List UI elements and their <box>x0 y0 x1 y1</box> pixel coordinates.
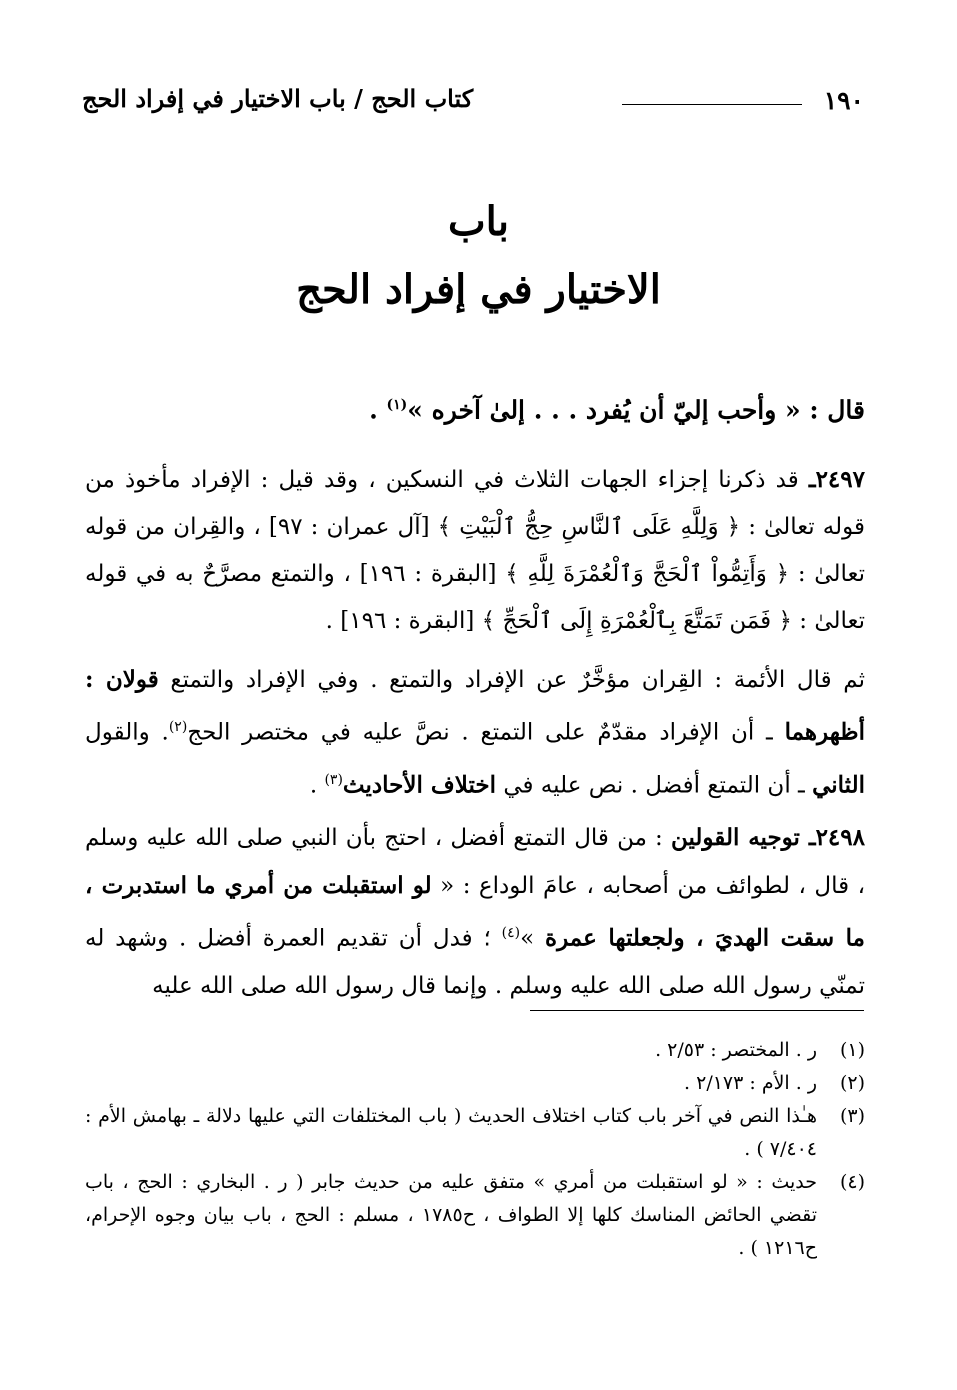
text-segment: ـ أن الإفراد مقدّمٌ على التمتع . نصَّ عليه في مختصر الحج <box>187 719 785 746</box>
footnote-text: ر . المختصر : ٢/٥٣ . <box>655 1039 817 1061</box>
chapter-label: باب <box>448 198 509 245</box>
chapter-title: الاختيار في إفراد الحج <box>296 266 661 313</box>
running-header <box>82 82 864 122</box>
paragraph-imams <box>85 656 865 809</box>
footnotes <box>85 1034 865 1265</box>
paragraph-2498 <box>85 814 865 1010</box>
paragraph-number: ٢٤٩٨ـ <box>808 824 865 851</box>
bold-segment: توجيه القولين <box>670 824 809 851</box>
footnote-number: (٢) <box>839 1072 865 1094</box>
footnote-text: ر . الأم : ٢/١٧٣ . <box>684 1072 817 1094</box>
text-segment: : من قال التمتع أفضل ، احتج بأن النبي صلى الله عليه وسلم ، قال ، لطوائف من أصحابه ، عامَ الوداع : « <box>85 825 865 899</box>
text-segment: » <box>520 925 546 952</box>
footnote-ref-1: (١) <box>386 397 408 413</box>
footnote-item <box>85 1100 865 1166</box>
footnote-text: هـٰذا النص في آخر باب كتاب اختلاف الحديث ( باب المختلفات التي عليها دلالة ـ بهامش الأم : ٧/٤٠٤ ) . <box>85 1105 817 1160</box>
footnote-ref-2: (٢) <box>168 719 188 735</box>
text-segment: ـ أن التمتع أفضل . نص عليه في <box>496 772 813 799</box>
footnote-item <box>85 1166 865 1265</box>
paragraph-text: قد ذكرنا إجزاء الجهات الثلاث في النسكين ، وقد قيل : الإفراد مأخوذ من قوله تعالىٰ : ﴿ وَلِلَّهِ عَلَى ٱلنَّاسِ حِجُّ ٱلْبَيْتِ ﴾ [آل عمران : ٩٧] ، والقِران من قوله تعالىٰ : ﴿ وَأَتِمُّواْ ٱلْحَجَّ وَٱلْعُمْرَةَ لِلَّهِ ﴾ [البقرة : ١٩٦] ، والتمتع مصرَّحٌ به في قوله تعالىٰ : ﴿ فَمَن تَمَتَّعَ بِٱلْعُمْرَةِ إِلَى ٱلْحَجِّ ﴾ [البقرة : ١٩٦] . <box>85 467 865 634</box>
page-number: ١٩٠ <box>823 86 864 115</box>
footnote-ref-3: (٣) <box>324 771 343 788</box>
footnote-number: (٤) <box>839 1171 865 1193</box>
paragraph-2497 <box>85 456 865 645</box>
footnote-number: (٣) <box>839 1105 865 1127</box>
footnote-item <box>85 1034 865 1067</box>
footnote-ref-4: (٤) <box>501 925 521 941</box>
footnote-item <box>85 1067 865 1100</box>
quoted-statement <box>85 382 865 433</box>
header-rule <box>622 104 802 105</box>
text-segment: . <box>309 772 325 799</box>
paragraph-number: ٢٤٩٧ـ <box>808 466 865 493</box>
hadith-quote: لو استقبلت من أمري ما استدبرت ، ما سقت الهديَ ، ولجعلتها عمرة <box>85 872 865 952</box>
bold-segment: اختلاف الأحاديث <box>342 771 497 799</box>
footnote-rule <box>530 1010 864 1011</box>
text-segment: ثم قال الأئمة : القِران مؤخَّرٌ عن الإفراد والتمتع . وفي الإفراد والتمتع <box>158 667 865 693</box>
bold-segment: الثاني <box>812 771 865 799</box>
quoted-text: قال : « وأحب إليّ أن يُفرد . . . إلىٰ آخره » <box>407 395 865 425</box>
text-segment: ؛ فدل أن تقديم العمرة أفضل . وشهد له تمنّي رسول الله صلى الله عليه وسلم . وإنما قال رسول الله صلى الله عليه <box>85 925 865 999</box>
text-segment: . والقول <box>85 719 169 746</box>
footnote-text: حديث : « لو استقبلت من أمري » متفق عليه من حديث جابر ( ر . البخاري : الحج ، باب تقضي الحائض المناسك كلها إلا الطواف ، ح١٧٨٥ ، مسلم : الحج ، باب بيان وجوه الإحرام، ح١٢١٦ ) . <box>85 1171 817 1259</box>
quoted-end: . <box>369 395 387 425</box>
footnote-number: (١) <box>839 1039 865 1061</box>
running-title: كتاب الحج / باب الاختيار في إفراد الحج <box>82 84 474 113</box>
bold-segment: قولان : أظهرهما <box>85 666 865 746</box>
